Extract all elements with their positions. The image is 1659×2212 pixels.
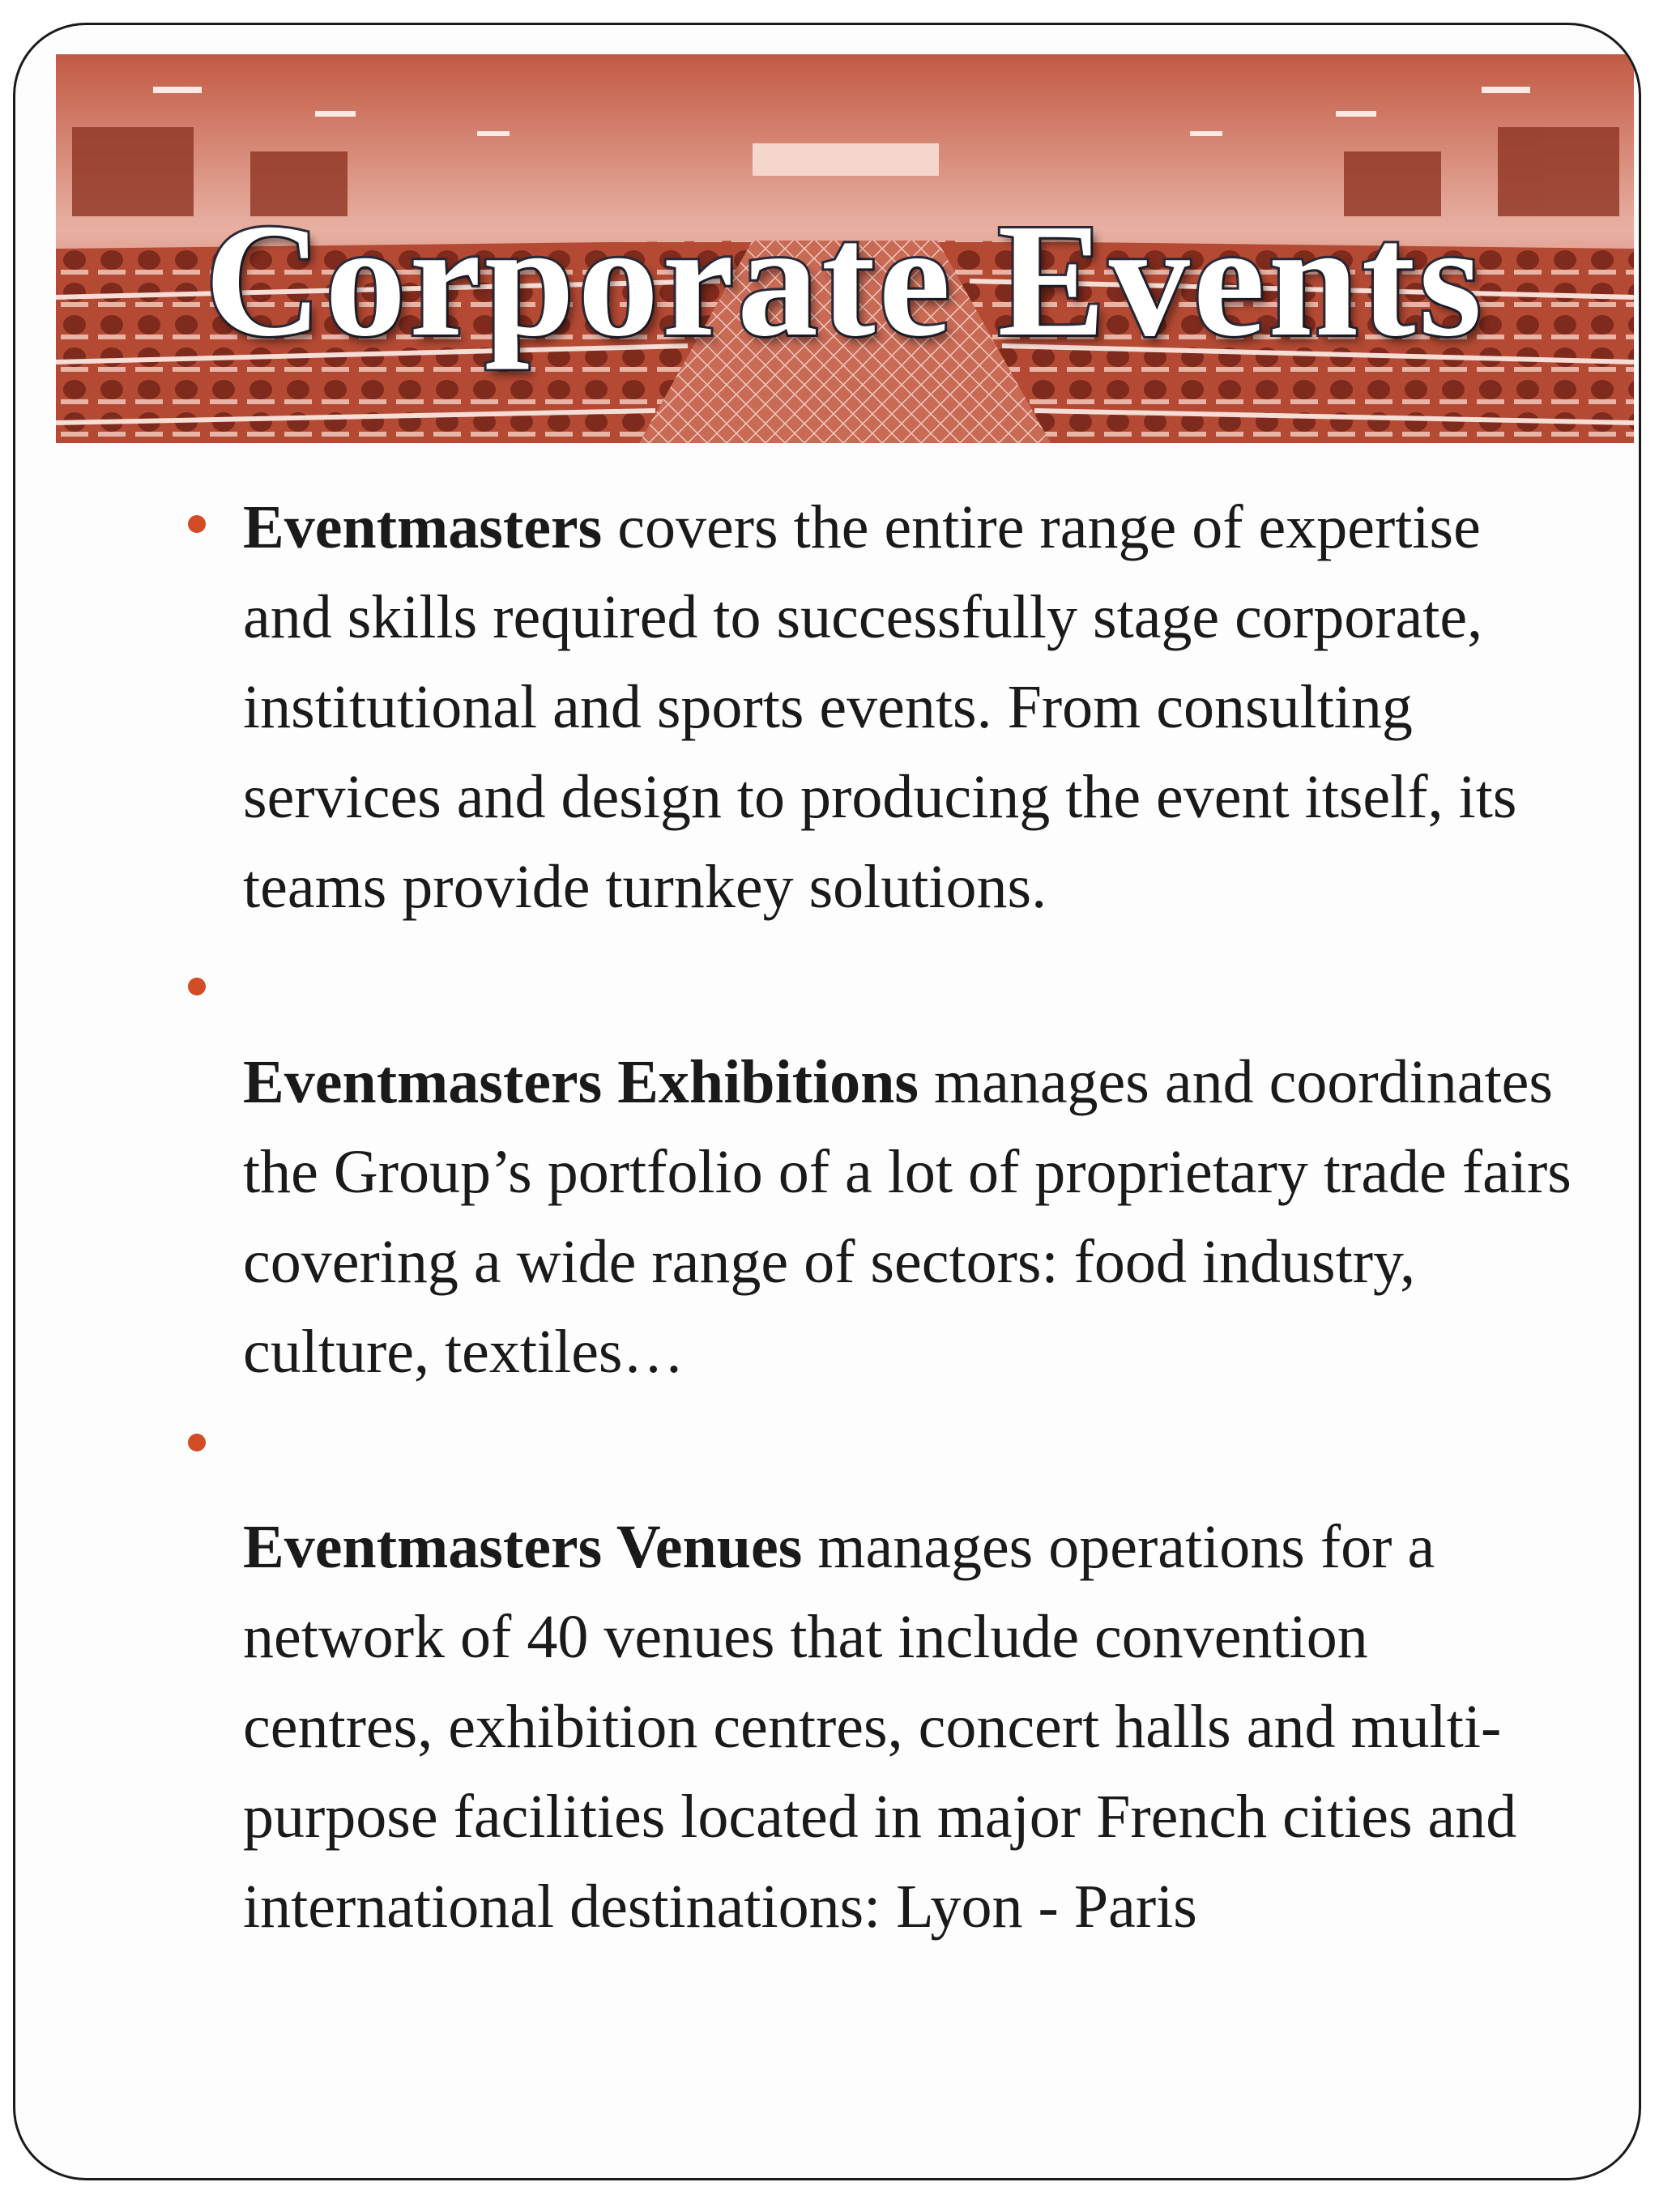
bullet-dot-icon bbox=[188, 1434, 206, 1451]
bullet-text: manages operations for a network of 40 venues that include convention centres, exhibition centres, concert halls and multi-purpose facilities located in major French cities and international destinations: Lyon - Paris bbox=[243, 1513, 1517, 1941]
bullet-text: manages and coordinates the Group’s portfolio of a lot of proprietary trade fairs covering a wide range of sectors: food industry, culture, textiles… bbox=[243, 1048, 1572, 1386]
list-item bbox=[243, 1502, 1572, 1952]
list-item bbox=[243, 483, 1572, 932]
bullet-lead: Eventmasters Exhibitions bbox=[243, 1048, 919, 1116]
bullet-dot-icon bbox=[188, 978, 206, 995]
slide-title: Corporate Events bbox=[204, 191, 1486, 370]
list-item bbox=[243, 1038, 1572, 1397]
bullet-lead: Eventmasters Venues bbox=[243, 1513, 803, 1581]
bullet-text: covers the entire range of expertise and skills required to successfully stage corporate, institutional and sports events. From consulting services and design to producing the event itself, its teams provide turnkey solutions. bbox=[243, 493, 1517, 921]
bullet-lead: Eventmasters bbox=[243, 493, 603, 561]
banner-image bbox=[56, 54, 1634, 443]
bullet-dot-icon bbox=[188, 515, 206, 533]
